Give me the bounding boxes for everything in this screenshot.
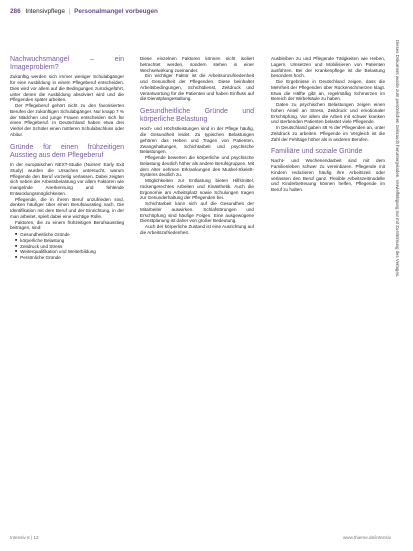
download-notice: Dieses Dokument wurde zum persönlichen Gebrauch heruntergeladen. Vervielfältigung nur mit Zustimmung des Verlages.: [395, 40, 400, 278]
list-item: ■ Gesundheitliche Gründe: [15, 232, 124, 238]
list-item: ■ körperliche Belastung: [15, 238, 124, 244]
header-separator: |: [68, 8, 71, 15]
paragraph: Auch der körperliche Zustand ist eine Ausrichtung auf die Arbeitszufriedenheit.: [140, 224, 254, 235]
paragraph: In der europäischen NEXT-Studie (Nurses’ Early Exit Study) wurden die Ursachen untersucht, warum Pflegende den Beruf vorzeitig verlassen. Dabei zeigten sich neben der Arbeitsbelastung vor allem Faktoren wie mangelnde Anerkennung und fehlende Entwicklungsmöglichkeiten.: [10, 162, 124, 196]
heading-nachwuchsmangel: Nachwuchsmangel – ein Imageproblem?: [10, 56, 124, 72]
section-title: Personalmangel vorbeugen: [74, 8, 158, 15]
footer-url: www.thieme.de/intensiv: [342, 535, 391, 540]
column-1: [10, 56, 124, 261]
column-3: [271, 56, 385, 193]
book-title: Intensivpflege: [25, 8, 65, 15]
list-item: ■ Persönliche Gründe: [15, 255, 124, 261]
paragraph: Ausbleiben zu und Pflegende Tätigkeiten wie Heben, Lagern, Umsetzen und Mobilisieren von Patienten ausführen. Bei der Krankenpflege ist die Belastung besonders hoch.: [271, 56, 385, 79]
paragraph: Ein wichtiger Faktor ist die Arbeitsunzufriedenheit und Gesundheit der Pflegenden. Diese beinhaltet Arbeitsbedingungen, Schichtdienst, Zeitdruck und Verantwortung für die Patienten und haben Einfluss auf die Dienstplangestaltung.: [140, 73, 254, 102]
paragraph: Daten zu psychischen Belastungen zeigen einen hohen Anteil an Stress, Zeitdruck und emotionaler Erschöpfung. Vor allem die Arbeit mit schwer kranken und sterbenden Patienten belastet viele Pflegende.: [271, 102, 385, 125]
paragraph: Die Ergebnisse in Deutschland zeigen, dass die Mehrheit der Pflegenden über Rückenschmerzen klagt. Etwa die Hälfte gibt an, regelmäßig Schmerzen im Bereich der Wirbelsäule zu haben.: [271, 79, 385, 102]
running-header: [10, 8, 158, 15]
heading-familiaere-gruende: Familiäre und soziale Gründe: [271, 148, 363, 156]
list-item: ■ Weiterqualifikation und Weiterbildung: [15, 249, 124, 255]
paragraph: Hoch- und Höchstleistungen sind in der Pflege häufig, die Gesundheit leidet. Zu typischen Belastungen gehören das Heben und Tragen von Patienten, Zwangshaltungen, Schichtarbeit und psychische Belastungen.: [140, 126, 254, 155]
paragraph: Pflegende, die in ihrem Beruf unzufrieden sind, denken häufiger über einen Berufsausstieg nach. Die Identifikation mit dem Beruf und der Einrichtung, in der man arbeitet, spielt dabei eine wichtige Rolle.: [10, 196, 124, 219]
paragraph: Schichtarbeit kann sich auf die Gesundheit der Mitarbeiter auswirken. Schlafstörungen und Erschöpfung sind häufige Folgen. Eine ausgewogene Dienstplanung ist daher von großer Bedeutung.: [140, 201, 254, 224]
paragraph: Zukünftig werden sich immer weniger Schulabgänger für eine Ausbildung in einem Pflegeberuf entscheiden. Dies wird vor allem auf die Bedingungen zurückgeführt, unter denen die Ausbildung absolviert wird und die Pflegenden später arbeiten.: [10, 74, 124, 103]
paragraph: Möglichkeiten zur Entlastung bieten Hilfsmittel, rückengerechtes Arbeiten und Kinästhetik. Auch die Ergonomie am Arbeitsplatz sowie Schulungen tragen zur Gesunderhaltung der Pflegenden bei.: [140, 178, 254, 201]
paragraph: Diese einzelnen Faktoren können nicht isoliert betrachtet werden, sondern stehen in einer Wechselwirkung zueinander.: [140, 56, 254, 73]
paragraph: Pflegende bewerten die körperliche und psychische Belastung deutlich höher als andere Berufsgruppen. Mit dem Alter nehmen Erkrankungen des Muskel-Skelett-Systems deutlich zu.: [140, 155, 254, 178]
factor-list: [10, 232, 124, 261]
footer-issue: Intensiv 6 | 13: [10, 535, 39, 540]
heading-gesundheitliche-gruende: Gesundheitliche Gründe und körperliche Belastung: [140, 108, 254, 124]
paragraph: Faktoren, die zu einem frühzeitigen Berufsausstieg beitragen, sind:: [10, 219, 124, 231]
list-item: ■ Zeitdruck und Stress: [15, 244, 124, 250]
page-number: 286: [10, 8, 21, 15]
paragraph: In Deutschland gaben 48 % der Pflegenden an, unter Zeitdruck zu arbeiten. Pflegende im Vergleich ist die Zahl der Fehltage höher als in anderen Berufen.: [271, 125, 385, 142]
column-2: [140, 56, 254, 236]
paragraph: Der Pflegeberuf gehört nicht zu den favorisierten Berufen der zukünftigen Schulabgänger. Nur knapp 7 % der Mädchen und junge Frauen entscheiden sich für einen Pflegeberuf. In Deutschland haben etwa drei Viertel der Schüler einen mittleren Schulabschluss oder Abitur.: [10, 103, 124, 137]
paragraph: Nacht- und Wochenendarbeit sind mit dem Familienleben schwer zu vereinbaren. Pflegende mit Kindern reduzieren häufig ihre Arbeitszeit oder verlassen den Beruf ganz. Flexible Arbeitszeitmodelle und Kinderbetreuung können helfen, Pflegende im Beruf zu halten.: [271, 158, 385, 193]
heading-gruende-ausstieg: Gründe für einen frühzeitigen Ausstieg aus dem Pflegeberuf: [10, 143, 124, 159]
